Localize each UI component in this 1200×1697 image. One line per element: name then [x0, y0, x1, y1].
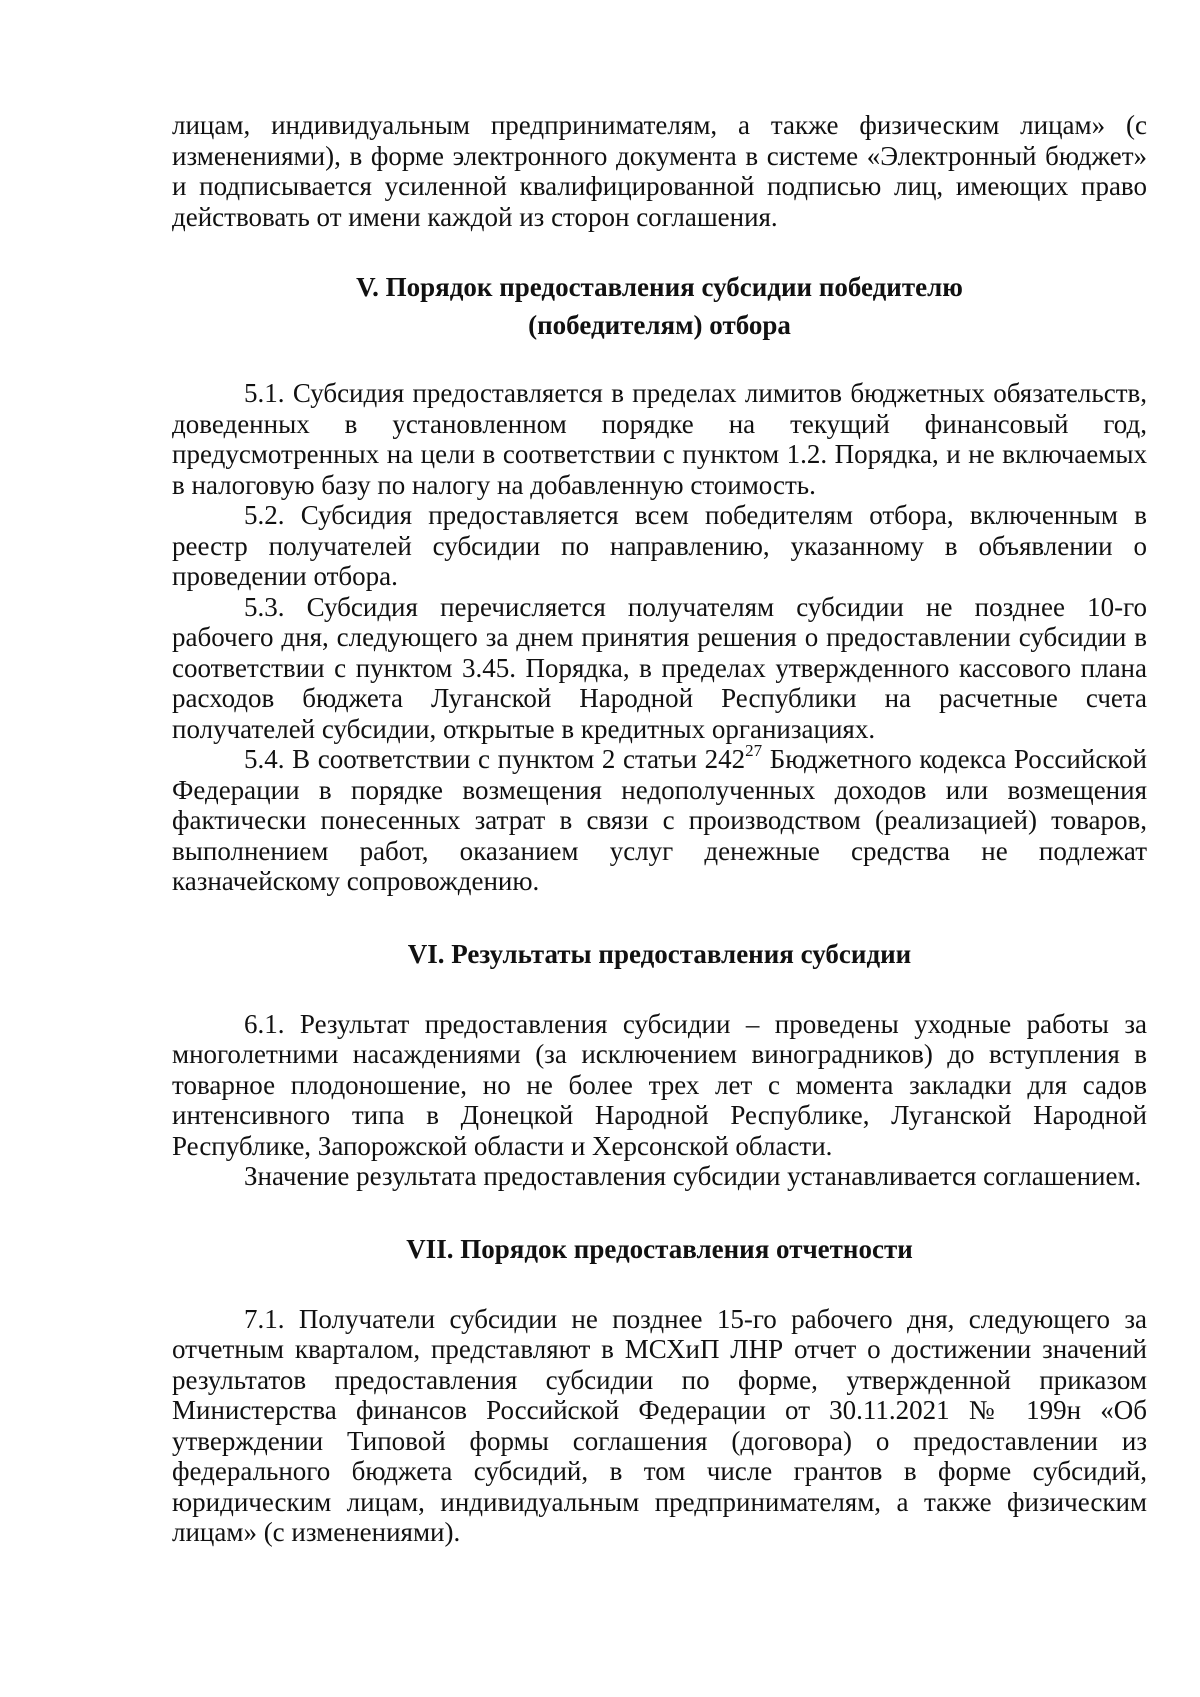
paragraph-5-4-end: Бюджетного кодекса Российской Федерации в порядке возмещения недополученных доходов или возмещения фактически понесенных затрат в связи с производством (реализацией) товаров, выполнением работ, оказанием услуг денежные средства не подлежат казначейскому сопровождению.	[172, 744, 1147, 896]
article-superscript: 27	[745, 741, 763, 760]
intro-paragraph: лицам, индивидуальным предпринимателям, а также физическим лицам» (с изменениями), в форме электронного документа в системе «Электронный бюджет» и подписывается усиленной квалифицированной подписью лиц, имеющих право действовать от имени каждой из сторон соглашения.	[172, 110, 1147, 232]
section-6-heading: VI. Результаты предоставления субсидии	[407, 938, 912, 969]
paragraph-5-4-start: 5.4. В соответствии с пунктом 2 статьи 242	[244, 744, 746, 774]
paragraph-6-2: Значение результата предоставления субсидии устанавливается соглашением.	[244, 1161, 1142, 1191]
section-7-heading: VII. Порядок предоставления отчетности	[406, 1233, 913, 1264]
paragraph-5-3: 5.3. Субсидия перечисляется получателям субсидии не позднее 10-го рабочего дня, следующего за днем принятия решения о предоставлении субсидии в соответствии с пунктом 3.45. Порядка, в пределах утвержденного кассового плана расходов бюджета Луганской Народной Республики на расчетные счета получателей субсидии, открытые в кредитных организациях.	[172, 591, 1147, 744]
paragraph-5-1: 5.1. Субсидия предоставляется в пределах лимитов бюджетных обязательств, доведенных в установленном порядке на текущий финансовый год, предусмотренных на цели в соответствии с пунктом 1.2. Порядка, и не включаемых в налоговую базу по налогу на добавленную стоимость.	[172, 378, 1147, 500]
paragraph-7-1: 7.1. Получатели субсидии не позднее 15-го рабочего дня, следующего за отчетным кварталом, представляют в МСХиП ЛНР отчет о достижении значений результатов предоставления субсидии по форме, утвержденной приказом Министерства финансов Российской Федерации от 30.11.2021 № 199н «Об утверждении Типовой формы соглашения (договора) о предоставлении из федерального бюджета субсидий, в том числе грантов в форме субсидий, юридическим лицам, индивидуальным предпринимателям, а также физическим лицам» (с изменениями).	[172, 1303, 1147, 1547]
document-body	[172, 110, 1147, 1548]
paragraph-5-4	[172, 741, 1147, 897]
section-5-heading	[172, 268, 1147, 344]
paragraph-5-2: 5.2. Субсидия предоставляется всем победителям отбора, включенным в реестр получателей субсидии по направлению, указанному в объявлении о проведении отбора.	[172, 500, 1147, 591]
section-5-heading-line-2: (победителям) отбора	[528, 310, 791, 340]
paragraph-6-1: 6.1. Результат предоставления субсидии – проведены уходные работы за многолетними насаждениями (за исключением виноградников) до вступления в товарное плодоношение, но не более трех лет с момента закладки для садов интенсивного типа в Донецкой Народной Республике, Луганской Народной Республике, Запорожской области и Херсонской области.	[172, 1008, 1147, 1161]
section-5-heading-line-1: V. Порядок предоставления субсидии победителю	[356, 272, 963, 302]
